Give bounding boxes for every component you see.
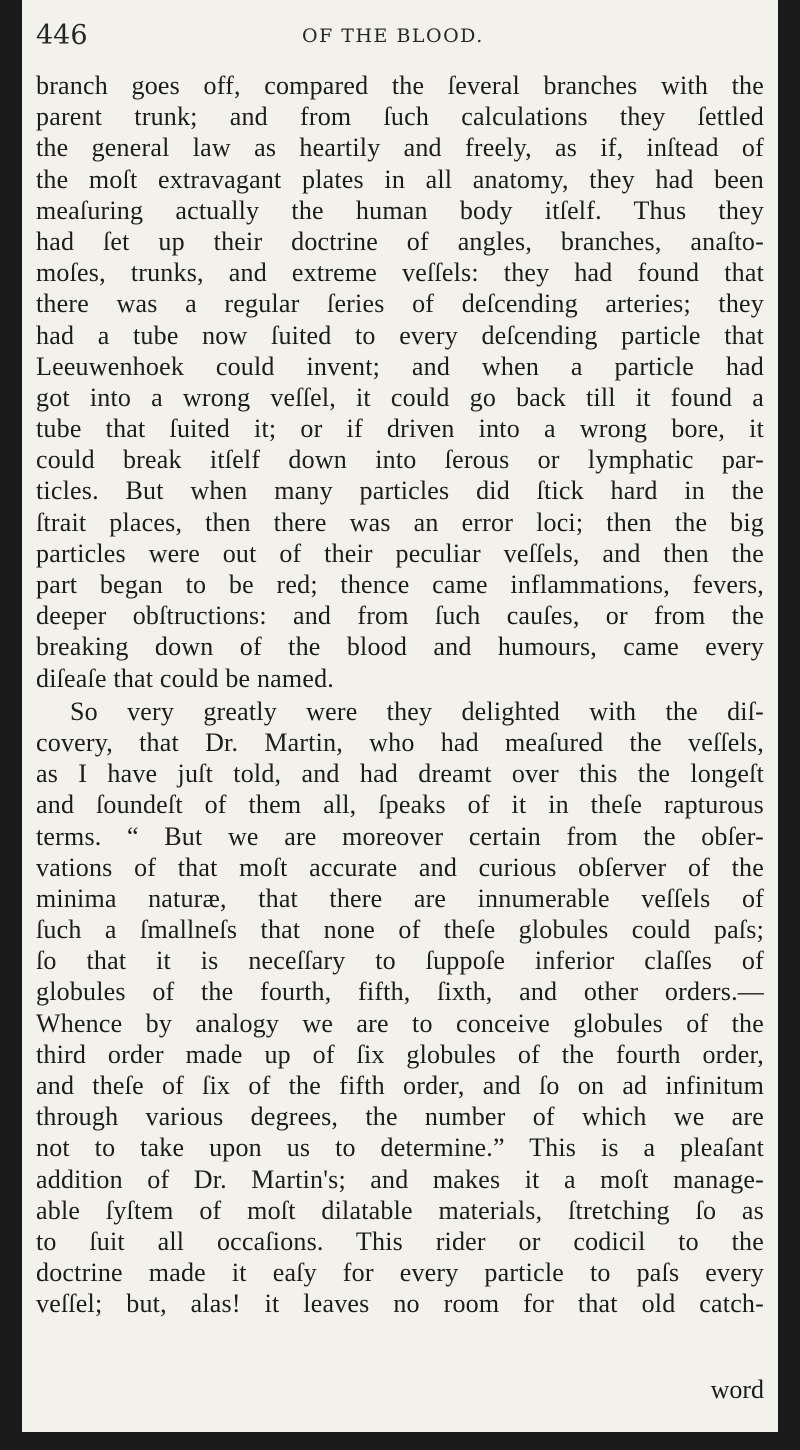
- text-line: got into a wrong veſſel, it could go back till it found a: [36, 382, 764, 412]
- text-line: parent trunk; and from ſuch calculations they ſettled: [36, 102, 764, 132]
- text-line: So very greatly were they delighted with the diſ-: [70, 696, 764, 726]
- text-line: the general law as heartily and freely, as if, inſtead of: [36, 133, 764, 163]
- text-line: ſo that it is neceſſary to ſuppoſe inferior claſſes of: [36, 946, 764, 976]
- text-line: there was a regular ſeries of deſcending arteries; they: [36, 289, 764, 319]
- text-line: addition of Dr. Martin's; and makes it a moſt manage-: [36, 1164, 764, 1194]
- text-line: covery, that Dr. Martin, who had meaſured the veſſels,: [36, 727, 764, 757]
- text-line: terms. “ But we are moreover certain from the obſer-: [36, 821, 764, 851]
- text-line: could break itſelf down into ſerous or lymphatic par-: [36, 445, 764, 475]
- text-line: not to take upon us to determine.” This is a pleaſant: [36, 1133, 764, 1163]
- text-line: through various degrees, the number of which we are: [36, 1102, 764, 1132]
- text-line: breaking down of the blood and humours, came every: [36, 632, 764, 662]
- text-line: and ſoundeſt of them all, ſpeaks of it in theſe rapturous: [36, 790, 764, 820]
- text-line: third order made up of ſix globules of the fourth order,: [36, 1039, 764, 1069]
- running-title: OF THE BLOOD.: [302, 25, 484, 47]
- text-line: had ſet up their doctrine of angles, branches, anaſto-: [36, 226, 764, 256]
- text-line: vations of that moſt accurate and curious obſerver of the: [36, 852, 764, 882]
- text-line: had a tube now ſuited to every deſcending particle that: [36, 320, 764, 350]
- text-line: ſuch a ſmallneſs that none of theſe globules could paſs;: [36, 915, 764, 945]
- text-line: as I have juſt told, and had dreamt over this the longeſt: [36, 759, 764, 789]
- text-line: ticles. But when many particles did ſtick hard in the: [36, 476, 764, 506]
- text-line: able ſyſtem of moſt dilatable materials, ſtretching ſo as: [36, 1195, 764, 1225]
- text-line: diſeaſe that could be named.: [36, 663, 334, 693]
- page-number: 446: [36, 20, 88, 51]
- text-line: part began to be red; thence came inflammations, fevers,: [36, 570, 764, 599]
- text-line: Leeuwenhoek could invent; and when a particle had: [36, 351, 764, 381]
- text-line: globules of the fourth, fifth, ſixth, and other orders.—: [36, 977, 764, 1007]
- page-header: [36, 18, 766, 54]
- text-line: veſſel; but, alas! it leaves no room for that old catch-: [36, 1289, 764, 1319]
- body-text: [36, 70, 764, 1320]
- book-page: [22, 0, 778, 1432]
- text-line: the moſt extravagant plates in all anatomy, they had been: [36, 164, 764, 194]
- text-line: to ſuit all occaſions. This rider or codicil to the: [36, 1226, 764, 1256]
- text-line: particles were out of their peculiar veſſels, and then the: [36, 538, 764, 568]
- paragraph: [36, 696, 764, 1320]
- text-line: doctrine made it eaſy for every particle to paſs every: [36, 1258, 764, 1288]
- text-line: and theſe of ſix of the fifth order, and ſo on ad infinitum: [36, 1071, 764, 1100]
- text-line: tube that ſuited it; or if driven into a wrong bore, it: [36, 414, 764, 444]
- paragraph: [36, 70, 764, 694]
- catchword: word: [710, 1375, 764, 1404]
- text-line: ſtrait places, then there was an error loci; then the big: [36, 507, 764, 537]
- text-line: Whence by analogy we are to conceive globules of the: [36, 1008, 764, 1038]
- text-line: branch goes off, compared the ſeveral branches with the: [36, 71, 764, 100]
- text-line: moſes, trunks, and extreme veſſels: they had found that: [36, 258, 764, 288]
- text-line: meaſuring actually the human body itſelf. Thus they: [36, 195, 764, 225]
- text-line: deeper obſtructions: and from ſuch cauſes, or from the: [36, 601, 764, 631]
- text-line: minima naturæ, that there are innumerable veſſels of: [36, 883, 764, 913]
